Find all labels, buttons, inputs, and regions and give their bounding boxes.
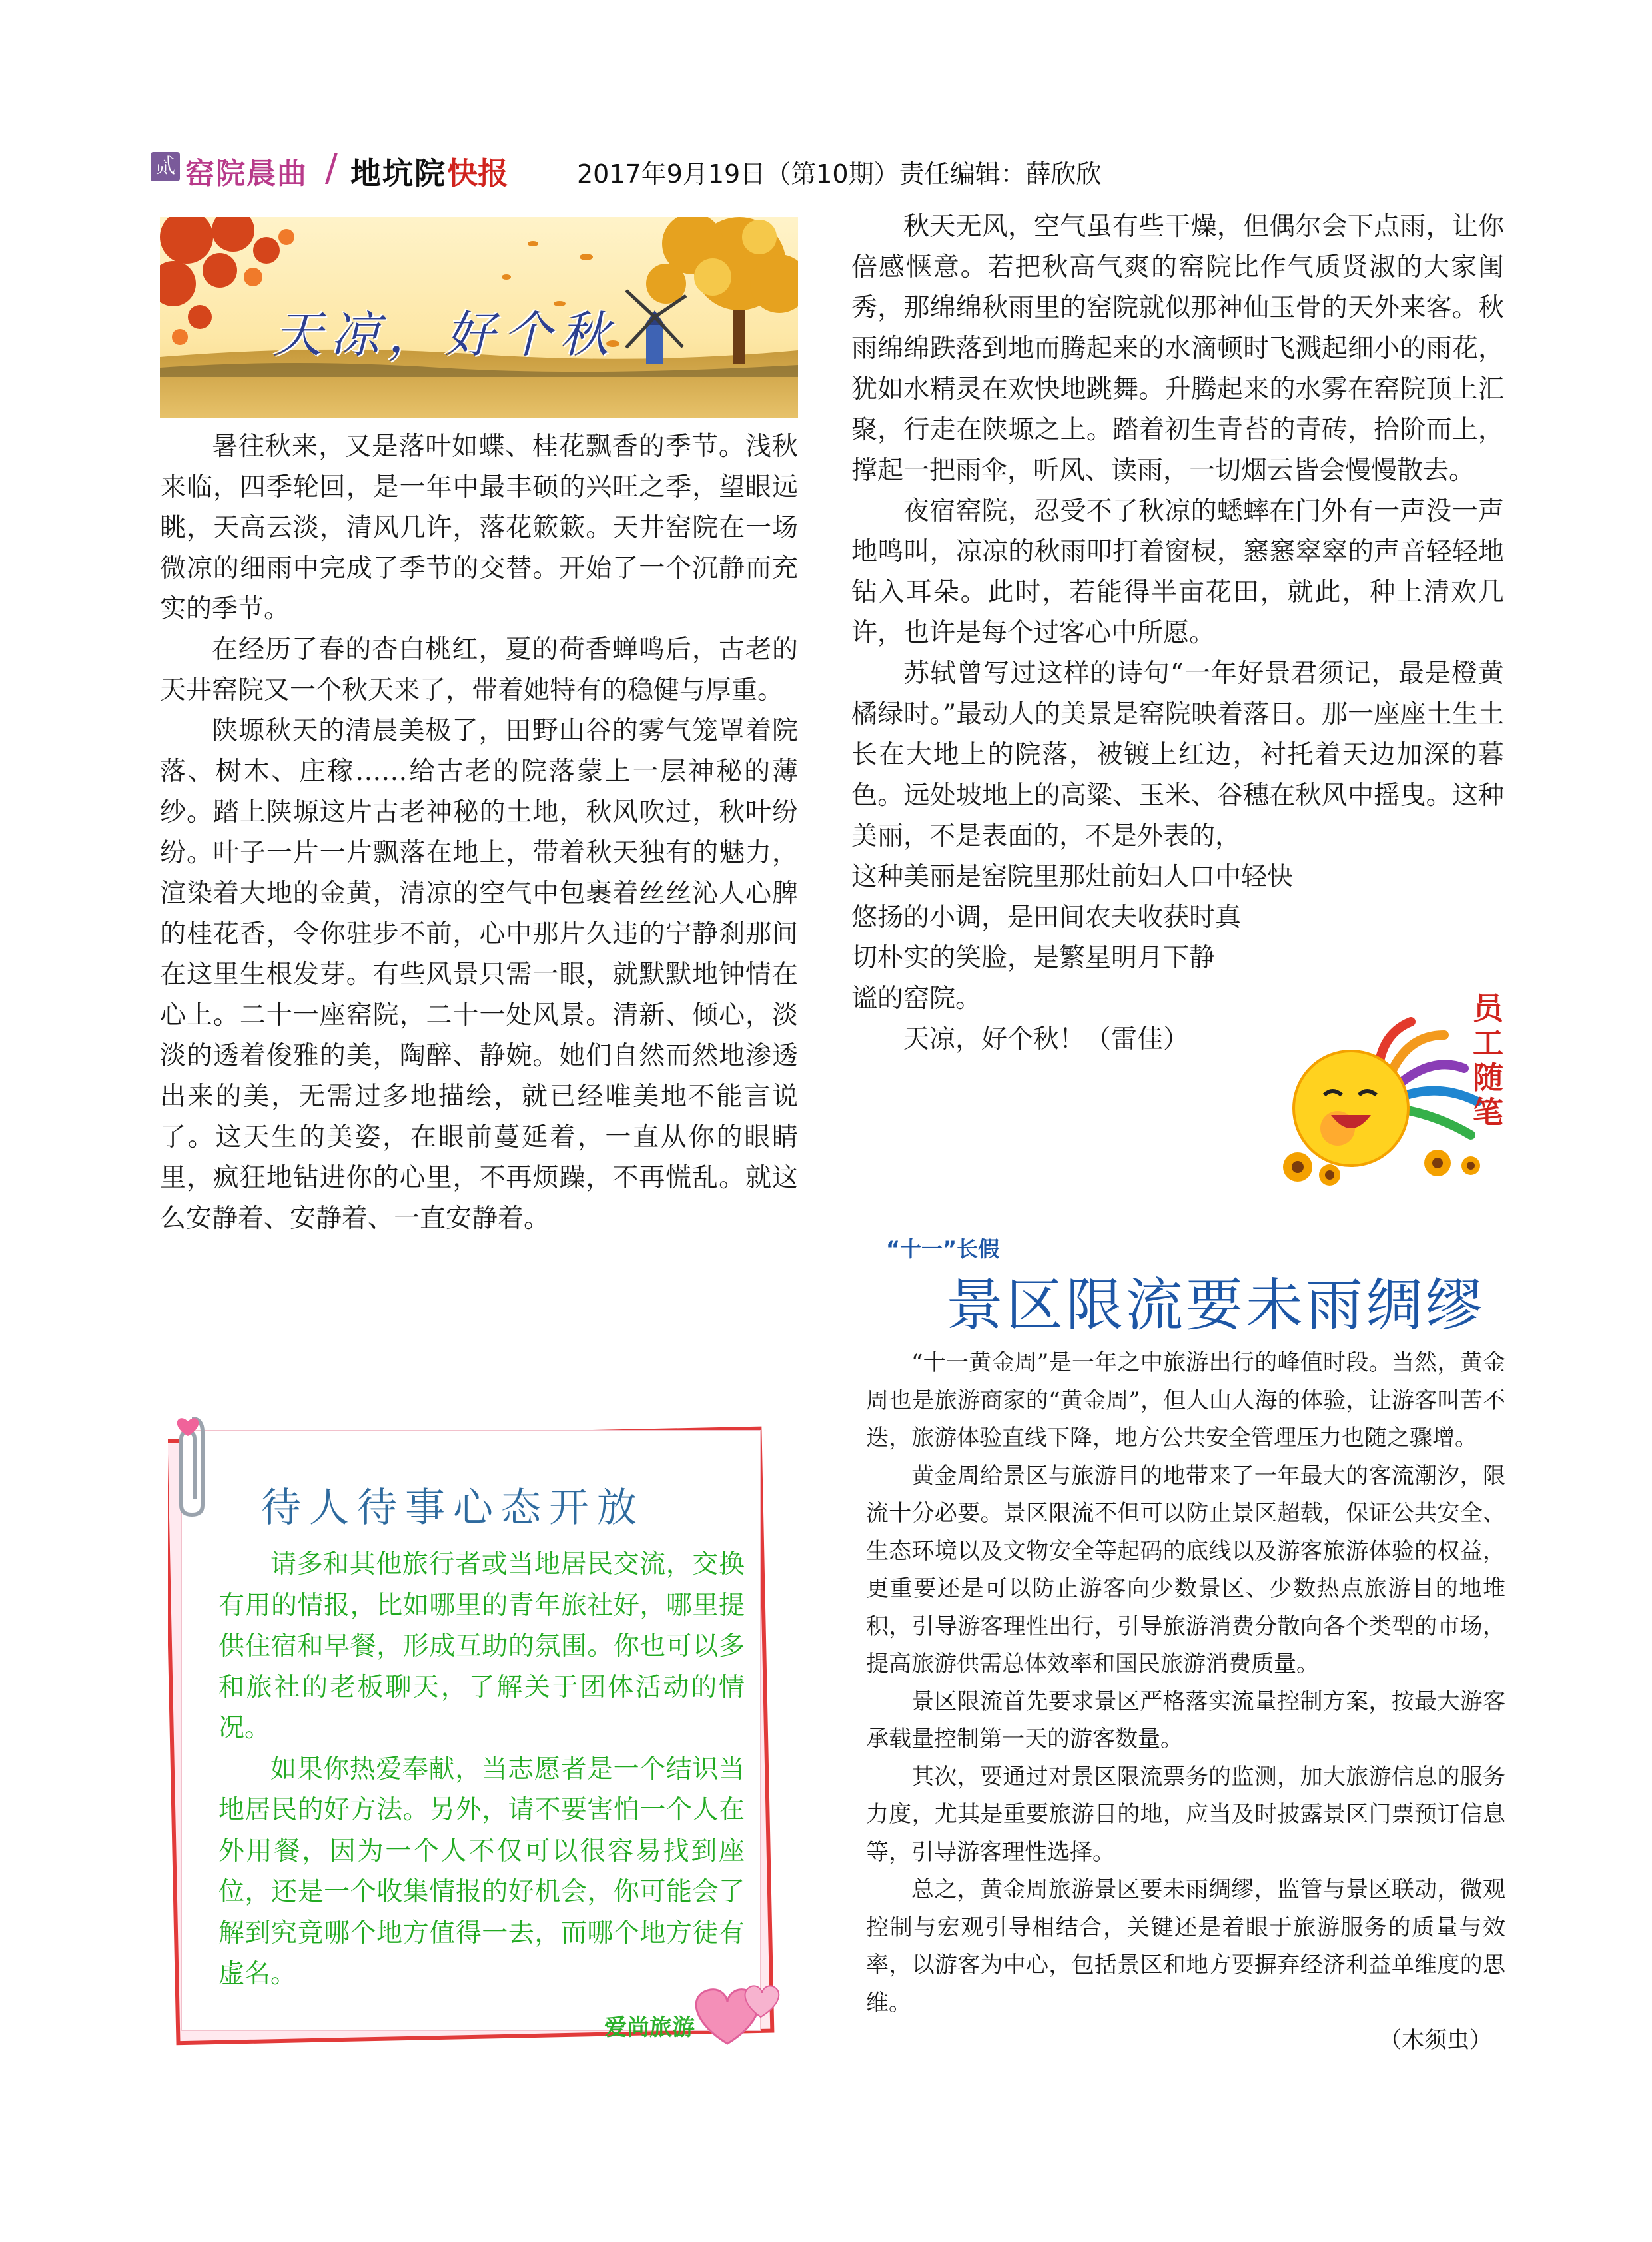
note-card-paragraph: 请多和其他旅行者或当地居民交流，交换有用的情报，比如哪里的青年旅社好，哪里提供住宿和早餐，形成互助的氛围。你也可以多和旅社的老板聊天，了解关于团体活动的情况。: [218, 1549, 745, 1743]
travel-signature: （木须虫）: [1379, 2027, 1492, 2054]
note-card-body: [218, 1544, 745, 1995]
note-card-signature: 爱尚旅游: [604, 2014, 695, 2041]
note-card: [168, 1417, 781, 2057]
page-header: [151, 147, 1216, 191]
wrap-line: 切朴实的笑脸，是繁星明月下静: [851, 943, 1216, 973]
left-article-paragraph: 暑往秋来，又是落叶如蝶、桂花飘香的季节。浅秋来临，四季轮回，是一年中最丰硕的兴旺之季，望眼远眺，天高云淡，清风几许，落花簌簌。天井窑院在一场微凉的细雨中完成了季节的交替。开始了一个沉静而充实的季节。: [160, 432, 798, 624]
wrap-line: 这种美丽是窑院里那灶前妇人口中轻快: [851, 862, 1294, 892]
page-number-badge: 贰: [151, 152, 180, 181]
hearts-icon: [687, 1964, 794, 2057]
paperclip-icon: [172, 1412, 212, 1519]
travel-paragraph: 黄金周给景区与旅游目的地带来了一年最大的客流潮汐，限流十分必要。景区限流不但可以防止景区超载，保证公共安全、生态环境以及文物安全等起码的底线以及游客旅游体验的权益，更重要还是可以防止游客向少数景区、少数热点旅游目的地堆积，引导游客理性出行，引导旅游消费分散向各个类型的市场，提高旅游供需总体效率和国民旅游消费质量。: [866, 1462, 1505, 1677]
right-article-paragraph: 苏轼曾写过这样的诗句“一年好景君须记，最是橙黄橘绿时。”最动人的美景是窑院映着落日。那一座座土生土长在大地上的院落，被镀上红边，衬托着天边加深的暮色。远处坡地上的高粱、玉米、谷穗在秋风中摇曳。这种美丽，不是表面的，不是外表的，: [851, 659, 1504, 851]
paper-name-accent: 快报: [447, 155, 508, 191]
left-article: [160, 426, 798, 1239]
note-card-paragraph: 如果你热爱奉献，当志愿者是一个结识当地居民的好方法。另外，请不要害怕一个人在外用餐，因为一个人不仅可以很容易找到座位，还是一个收集情报的好机会，你可能会了解到究竟哪个地方值得一去，而哪个地方徒有虚名。: [218, 1754, 745, 1989]
left-article-paragraph: 在经历了春的杏白桃红，夏的荷香蝉鸣后，古老的天井窑院又一个秋天来了，带着她特有的稳健与厚重。: [160, 635, 798, 705]
right-article-closing: 天凉，好个秋！（雷佳）: [903, 1024, 1190, 1054]
left-article-paragraph: 陕塬秋天的清晨美极了，田野山谷的雾气笼罩着院落、树木、庄稼……给古老的院落蒙上一层神秘的薄纱。踏上陕塬这片古老神秘的土地，秋风吹过，秋叶纷纷。叶子一片一片飘落在地上，带着秋天独有的魅力，渲染着大地的金黄，清凉的空气中包裹着丝丝沁人心脾的桂花香，令你驻步不前，心中那片久违的宁静刹那间在这里生根发芽。有些风景只需一眼，就默默地钟情在心上。二十一座窑院，二十一处风景。清新、倾心，淡淡的透着俊雅的美，陶醉、静婉。她们自然而然地渗透出来的美，无需过多地描绘，就已经唯美地不能言说了。这天生的美姿，在眼前蔓延着，一直从你的眼睛里，疯狂地钻进你的心里，不再烦躁，不再慌乱。就这么安静着、安静着、一直安静着。: [160, 716, 798, 1234]
smiling-sun-icon: [1278, 1008, 1491, 1188]
header-separator: /: [325, 147, 338, 190]
travel-title: 景区限流要未雨绸缪: [946, 1272, 1485, 1339]
column-name: 窑院晨曲: [185, 157, 308, 190]
wrap-line: 悠扬的小调，是田间农夫收获时真: [851, 903, 1242, 933]
right-article: [851, 206, 1504, 1060]
paper-name: 地坑院: [350, 155, 446, 191]
banner-title: 天凉，好个秋: [273, 306, 617, 364]
travel-paragraph: 总之，黄金周旅游景区要未雨绸缪，监管与景区联动，微观控制与宏观引导相结合，关键还是着眼于旅游服务的质量与效率，以游客为中心，包括景区和地方要摒弃经济利益单维度的思维。: [866, 1876, 1505, 2016]
right-article-paragraph: 秋天无风，空气虽有些干燥，但偶尔会下点雨，让你倍感惬意。若把秋高气爽的窑院比作气质贤淑的大家闺秀，那绵绵秋雨里的窑院就似那神仙玉骨的天外来客。秋雨绵绵跌落到地而腾起来的水滴顿时飞溅起细小的雨花，犹如水精灵在欢快地跳舞。升腾起来的水雾在窑院顶上汇聚，行走在陕塬之上。踏着初生青苔的青砖，拾阶而上，撑起一把雨伞，听风、读雨，一切烟云皆会慢慢散去。: [851, 212, 1504, 486]
issue-info: 2017年9月19日（第10期）责任编辑：薛欣欣: [577, 159, 1102, 188]
travel-kicker: “十一”长假: [886, 1236, 1000, 1262]
right-article-paragraph: 夜宿窑院，忍受不了秋凉的蟋蟀在门外有一声没一声地鸣叫，凉凉的秋雨叩打着窗棂，窸窸窣窣的声音轻轻地钻入耳朵。此时，若能得半亩花田，就此，种上清欢几许，也许是每个过客心中所愿。: [851, 496, 1504, 648]
wrapped-lines: [851, 857, 1504, 1019]
travel-paragraph: 其次，要通过对景区限流票务的监测，加大旅游信息的服务力度，尤其是重要旅游目的地，应当及时披露景区门票预订信息等，引导游客理性选择。: [866, 1763, 1505, 1866]
travel-paragraph: “十一黄金周”是一年之中旅游出行的峰值时段。当然，黄金周也是旅游商家的“黄金周”，但人山人海的体验，让游客叫苦不迭，旅游体验直线下降，地方公共安全管理压力也随之骤增。: [866, 1349, 1505, 1451]
wrap-line: 谧的窑院。: [851, 984, 982, 1014]
autumn-banner-image: [160, 217, 798, 418]
travel-paragraph: 景区限流首先要求景区严格落实流量控制方案，按最大游客承载量控制第一天的游客数量。: [866, 1688, 1505, 1752]
note-card-title: 待人待事心态开放: [261, 1485, 645, 1531]
sun-mascot-illustration: [1278, 1008, 1491, 1188]
column-tag: 员工随笔: [1473, 990, 1503, 1130]
travel-article: [866, 1344, 1505, 2059]
